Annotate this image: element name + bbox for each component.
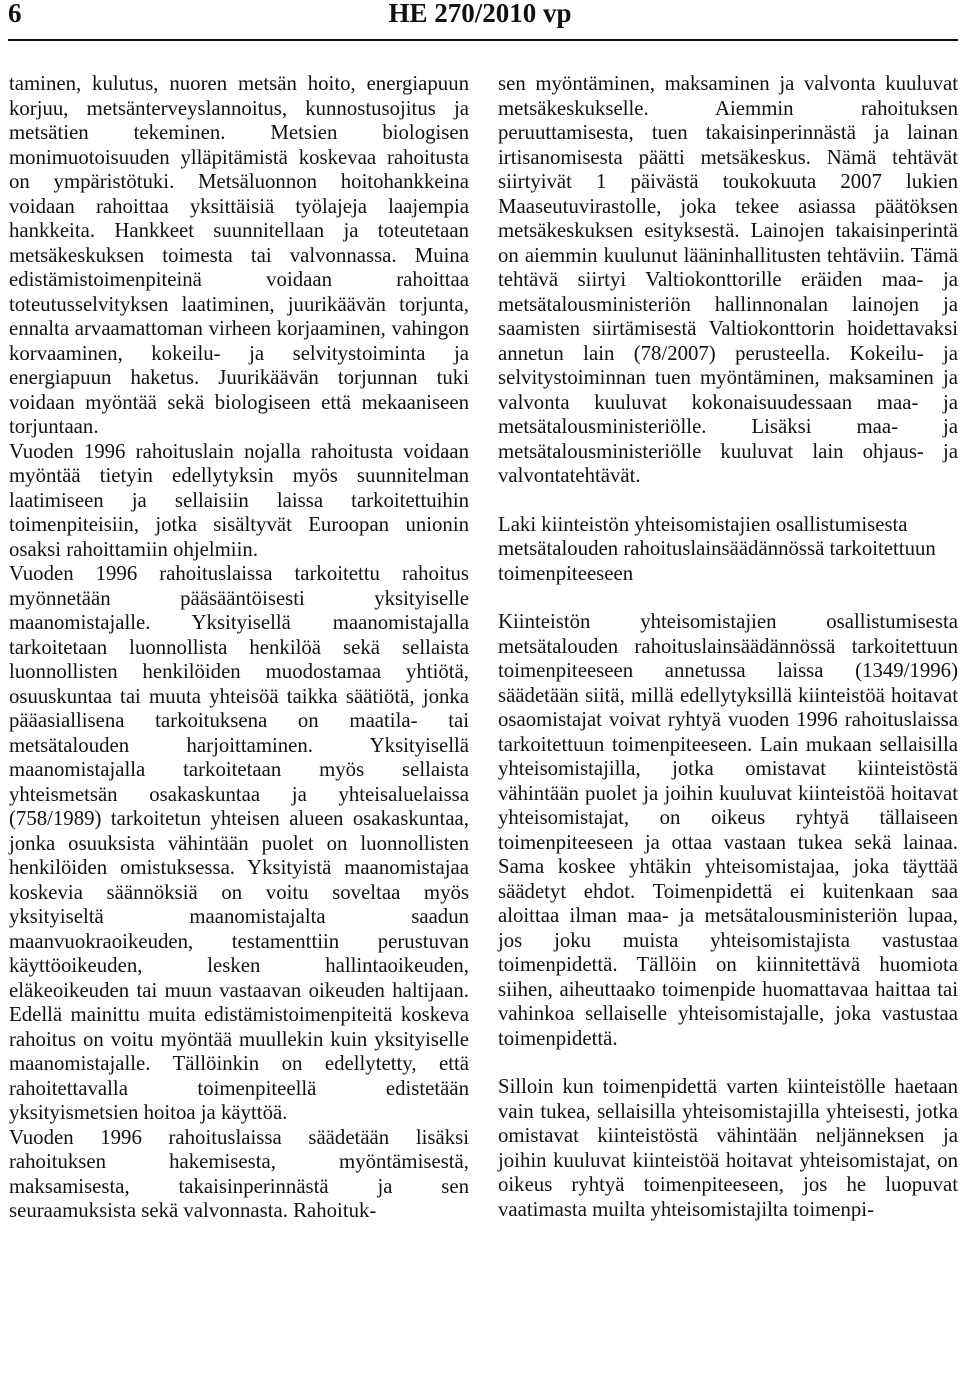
right-paragraph-3: Silloin kun toimenpidettä varten kiinteistölle haetaan vain tukea, sellaisilla yhteisomistajilla yhteisesti, jotka omistavat kiinteistöstä vähintään neljänneksen ja joihin kuuluvat kiinteistöä hoitavat yhteisomistajat, on oikeus ryhtyä toimenpiteeseen, jos he luopuvat vaatimasta muilta yhteisomistajilta toimenpi-: [498, 1075, 958, 1221]
spacer: [498, 489, 958, 513]
page-header: [0, 0, 960, 40]
right-column: [498, 72, 958, 1222]
document-title: HE 270/2010 vp: [388, 0, 572, 28]
left-column: [9, 72, 469, 1224]
left-paragraph-3: Vuoden 1996 rahoituslaissa tarkoitettu rahoitus myönnetään pääsääntöisesti yksityiselle maanomistajalle. Yksityisellä maanomistajalla tarkoitetaan luonnollista henkilöä sekä sellaista luonnollisten henkilöiden muodostamaa yhtiötä, osuuskuntaa tai muuta yhteisöä taikka säätiötä, jonka pääasiallisena tarkoituksena on maatila- tai metsätalouden harjoittaminen. Yksityisellä maanomistajalla tarkoitetaan myös sellaista yhteismetsän osakaskuntaa ja yhteisaluelaissa (758/1989) tarkoitetun yhteisen alueen osakaskuntaa, jonka osuuksista vähintään puolet on luonnollisten henkilöiden omistuksessa. Yksityistä maanomistajaa koskevia säännöksiä on voitu soveltaa myös yksityiseltä maanomistajalta saadun maanvuokraoikeuden, testamenttiin perustuvan käyttöoikeuden, lesken hallintaoikeuden, eläkeoikeuden tai muun vastaavan oikeuden haltijaan. Edellä mainittu muita edistämistoimenpiteitä koskeva rahoitus on voitu myöntää muullekin kuin yksityiselle maanomistajalle. Tällöinkin on edellytetty, että rahoitettavalla toimenpiteellä edistetään yksityismetsien hoitoa ja käyttöä.: [9, 562, 469, 1124]
spacer: [498, 1051, 958, 1075]
right-paragraph-2: Kiinteistön yhteisomistajien osallistumisesta metsätalouden rahoituslainsäädännössä tarkoitettuun toimenpiteeseen annetussa laissa (1349/1996) säädetään siitä, millä edellytyksillä kiinteistöä hoitavat osaomistajat voivat ryhtyä vuoden 1996 rahoituslaissa tarkoitettuun toimenpiteeseen. Lain mukaan sellaisilla yhteisomistajilla, jotka omistavat kiinteistöstä vähintään puolet ja joihin kuuluvat kiinteistöä hoitavat yhteisomistajat, on oikeus ryhtyä tällaiseen toimenpiteeseen ja ottaa vastaan tukea sekä lainaa. Sama koskee yhtäkin yhteisomistajaa, joka täyttää säädetyt ehdot. Toimenpidettä ei kuitenkaan saa aloittaa ilman maa- ja metsätalousministeriön lupaa, jos joku muista yhteisomistajista vastustaa toimenpidettä. Tällöin on kiinnitettävä huomiota siihen, aiheuttaako toimenpide huomattavaa haittaa tai vahinkoa sellaiselle yhteisomistajalle, joka vastustaa toimenpidettä.: [498, 610, 958, 1050]
right-paragraph-1: sen myöntäminen, maksaminen ja valvonta kuuluvat metsäkeskukselle. Aiemmin rahoituksen peruuttamisesta, tuen takaisinperinnästä ja lainan irtisanomisesta päätti metsäkeskus. Nämä tehtävät siirtyivät 1 päivästä toukokuuta 2007 lukien Maaseutuvirastolle, joka tekee asiassa päätöksen metsäkeskuksen esityksestä. Lainojen takaisinperintä on aiemmin kuulunut lääninhallitusten tehtäviin. Tämä tehtävä siirtyi Valtiokonttorille eräiden maa- ja metsätalousministeriön hallinnonalan lainojen ja saamisten siirtämisestä Valtiokonttorin hoidettavaksi annetun lain (78/2007) perusteella. Kokeilu- ja selvitystoiminnan tuen myöntäminen, maksaminen ja valvonta kuuluvat kokonaisuudessaan maa- ja metsätalousministeriölle. Lisäksi maa- ja metsätalousministeriölle kuuluvat lain ohjaus- ja valvontatehtävät.: [498, 72, 958, 487]
left-paragraph-2: Vuoden 1996 rahoituslain nojalla rahoitusta voidaan myöntää tietyin edellytyksin myös suunnitelman laatimiseen ja sellaisiin laissa tarkoitettuihin toimenpiteisiin, jotka sisältyvät Euroopan unionin osaksi rahoittamiin ohjelmiin.: [9, 439, 469, 561]
page-number: 6: [8, 0, 22, 28]
left-paragraph-1: taminen, kulutus, nuoren metsän hoito, energiapuun korjuu, metsänterveyslannoitus, kunnostusojitus ja metsätien tekeminen. Metsien biologisen monimuotoisuuden ylläpitämistä koskevaa rahoitusta on ympäristötuki. Metsäluonnon hoitohankkeina voidaan rahoittaa yksittäisiä työlajeja laajempia hankkeita. Hankkeet suunnitellaan ja toteutetaan metsäkeskuksen toimesta tai valvonnassa. Muina edistämistoimenpiteinä voidaan rahoittaa toteutusselvityksen laatiminen, juurikäävän torjunta, ennalta arvaamattoman virheen korjaaminen, vahingon korvaaminen, kokeilu- ja selvitystoiminta ja energiapuun haketus. Juurikäävän torjunnan tuki voidaan myöntää sekä biologiseen että mekaaniseen torjuntaan.: [9, 72, 469, 438]
left-paragraph-4: Vuoden 1996 rahoituslaissa säädetään lisäksi rahoituksen hakemisesta, myöntämisestä, maksamisesta, takaisinperinnästä ja sen seuraamuksista sekä valvonnasta. Rahoituk-: [9, 1125, 469, 1222]
header-rule: [8, 39, 958, 41]
spacer: [498, 586, 958, 610]
section-heading: Laki kiinteistön yhteisomistajien osallistumisesta metsätalouden rahoituslainsäädännössä tarkoitettuun toimenpiteeseen: [498, 512, 936, 585]
